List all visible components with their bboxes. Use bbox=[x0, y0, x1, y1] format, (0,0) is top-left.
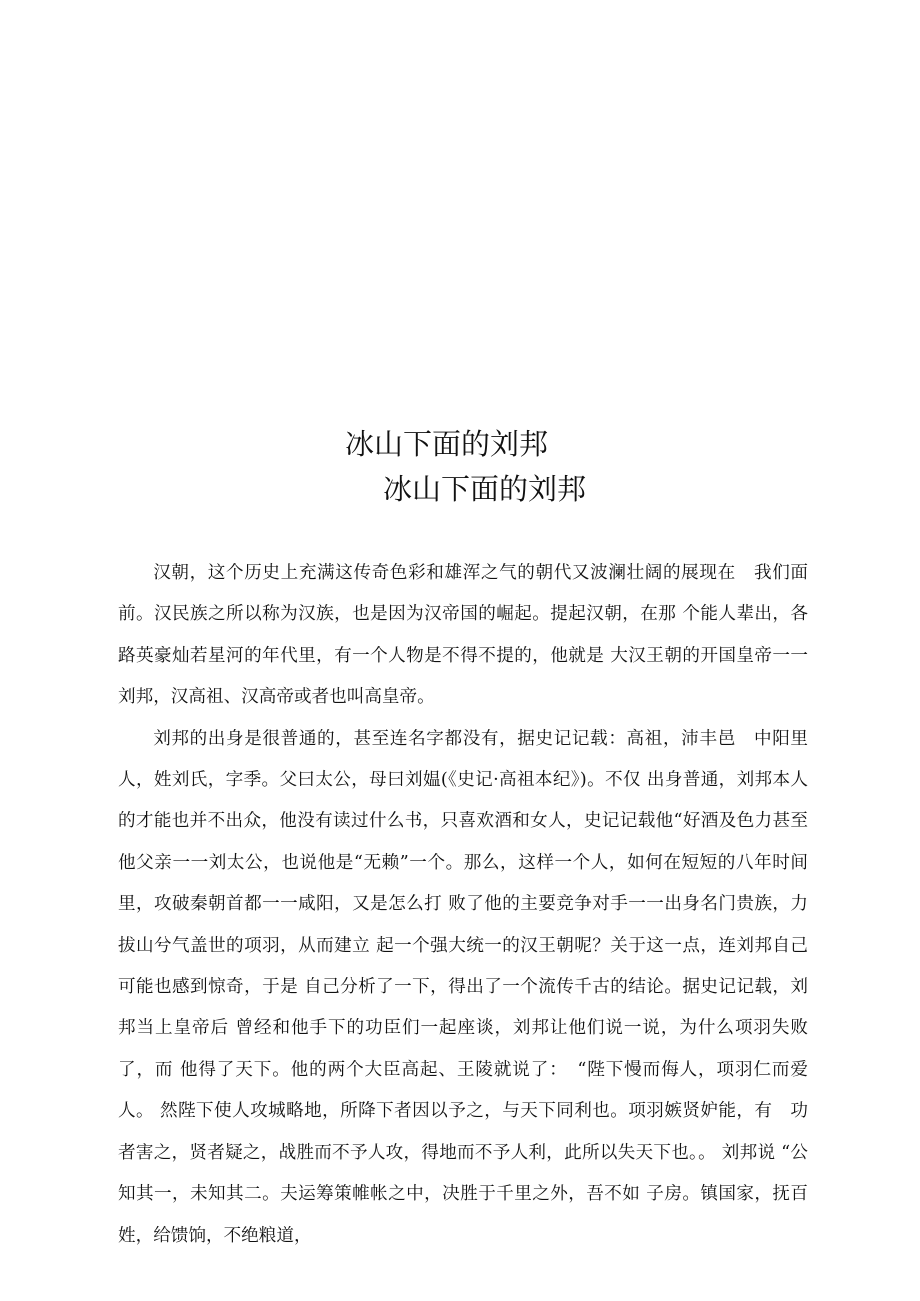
document-subtitle: 冰山下面的刘邦 bbox=[383, 472, 587, 506]
paragraph-1: 汉朝，这个历史上充满这传奇色彩和雄浑之气的朝代又波澜壮阔的展现在 我们面前。汉民族之所以称为汉族，也是因为汉帝国的崛起。提起汉朝，在那 个能人辈出，各路英豪灿若星河的年代里，有一个人物是不得不提的，他就是 大汉王朝的开国皇帝一一刘邦，汉高祖、汉高帝或者也叫高皇帝。 bbox=[118, 563, 808, 708]
document-body bbox=[118, 553, 808, 1257]
document-title: 冰山下面的刘邦 bbox=[345, 427, 549, 461]
paragraph-2: 刘邦的出身是很普通的，甚至连名字都没有，据史记记载：高祖，沛丰邑 中阳里人，姓刘氏，字季。父曰太公，母曰刘媪(《史记·高祖本纪》)。不仅 出身普通，刘邦本人的才能也并不出众，他没有读过什么书，只喜欢酒和女人，史记记载他“好酒及色力甚至他父亲一一刘太公，也说他是“无赖”一个。那么，这样一个人，如何在短短的八年时间里，攻破秦朝首都一一咸阳，又是怎么打 败了他的主要竞争对手一一出身名门贵族，力拔山兮气盖世的项羽，从而建立 起一个强大统一的汉王朝呢？关于这一点，连刘邦自己可能也感到惊奇，于是 自己分析了一下，得出了一个流传千古的结论。据史记记载，刘邦当上皇帝后 曾经和他手下的功臣们一起座谈，刘邦让他们说一说，为什么项羽失败了，而 他得了天下。他的两个大臣高起、王陵就说了： “陛下慢而侮人，项羽仁而爱人。 然陛下使人攻城略地，所降下者因以予之，与天下同利也。项羽嫉贤妒能，有 功者害之，贤者疑之，战胜而不予人攻，得地而不予人利，此所以失天下也。。 刘邦说 “公知其一，未知其二。夫运筹策帷帐之中，决胜于千里之外，吾不如 子房。镇国家，抚百姓，给馈饷，不绝粮道， bbox=[118, 728, 808, 1246]
